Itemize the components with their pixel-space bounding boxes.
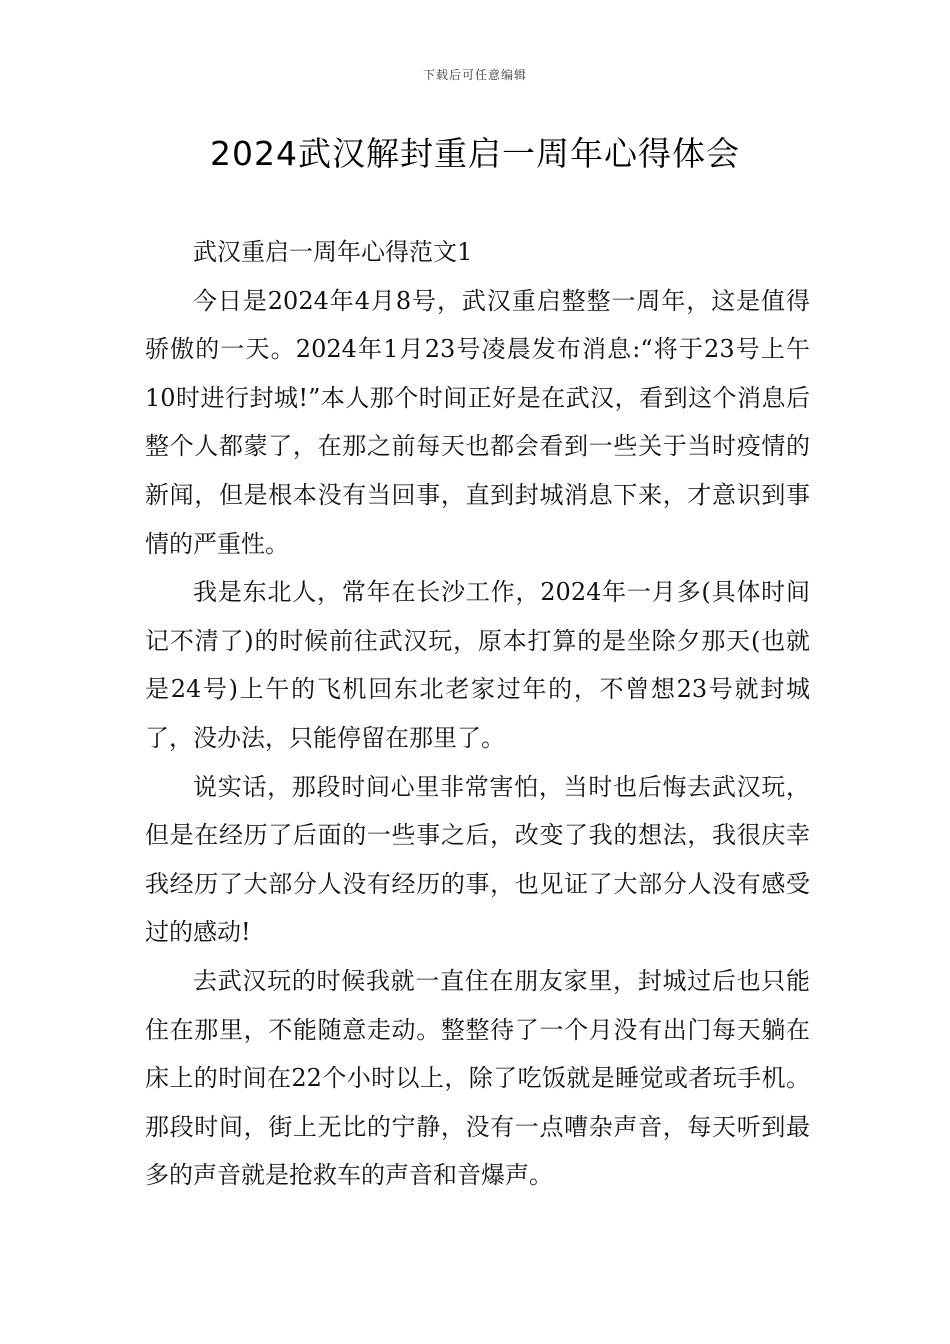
paragraph-2: 我是东北人，常年在长沙工作，2024年一月多(具体时间记不清了)的时候前往武汉玩，原本打算的是坐除夕那天(也就是24号)上午的飞机回东北老家过年的，不曾想23号就封城了，没办法，只能停留在那里了。 xyxy=(145,578,810,752)
paragraph-3: 说实话，那段时间心里非常害怕，当时也后悔去武汉玩，但是在经历了后面的一些事之后，改变了我的想法，我很庆幸我经历了大部分人没有经历的事，也见证了大部分人没有感受过的感动! xyxy=(145,772,810,947)
paragraph-1: 今日是2024年4月8号，武汉重启整整一周年，这是值得骄傲的一天。2024年1月23号凌晨发布消息:“将于23号上午10时进行封城!”本人那个时间正好是在武汉，看到这个消息后整个人都蒙了，在那之前每天也都会看到一些关于当时疫情的新闻，但是根本没有当回事，直到封城消息下来，才意识到事情的严重性。 xyxy=(145,286,810,558)
header-note: 下载后可任意编辑 xyxy=(422,68,527,82)
section-subtitle: 武汉重启一周年心得范文1 xyxy=(193,238,473,266)
document-body xyxy=(145,228,810,1200)
paragraph-4: 去武汉玩的时候我就一直住在朋友家里，封城过后也只能住在那里，不能随意走动。整整待了一个月没有出门每天躺在床上的时间在22个小时以上，除了吃饭就是睡觉或者玩手机。那段时间，街上无比的宁静，没有一点嘈杂声音，每天听到最多的声音就是抢救车的声音和音爆声。 xyxy=(145,966,810,1190)
document-title: 2024武汉解封重启一周年心得体会 xyxy=(210,134,740,173)
